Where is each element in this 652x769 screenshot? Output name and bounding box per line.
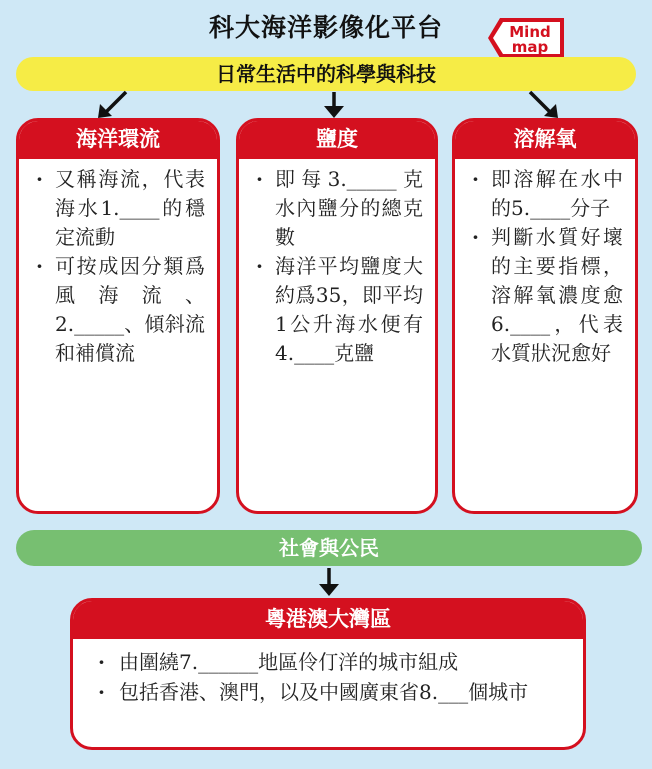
card-title: 鹽度 xyxy=(239,121,435,159)
list-item: · 即每3._____克水內鹽分的總克數 xyxy=(253,165,423,252)
list-item: · 海洋平均鹽度大約爲35，即平均1公升海水便有4.____克鹽 xyxy=(253,252,423,368)
arrow-down-bottom xyxy=(317,566,341,598)
card-title: 海洋環流 xyxy=(19,121,217,159)
page-title: 科大海洋影像化平台 xyxy=(208,13,443,42)
list-item: · 判斷水質好壞的主要指標，溶解氧濃度愈6.____，代表水質狀況愈好 xyxy=(469,223,623,368)
card-title: 溶解氧 xyxy=(455,121,635,159)
list-item: · 由圍繞7.______地區伶仃洋的城市組成 xyxy=(95,647,567,677)
ocean-circulation-card xyxy=(16,118,220,514)
society-citizenship-bar: 社會與公民 xyxy=(16,530,642,566)
arrow-left-down xyxy=(94,90,134,120)
list-item: · 可按成因分類爲風海流、2._____、傾斜流和補償流 xyxy=(33,252,205,368)
arrow-down-center xyxy=(322,90,346,120)
list-item: · 又稱海流，代表海水1.____的穩定流動 xyxy=(33,165,205,252)
salinity-card xyxy=(236,118,438,514)
list-item: · 包括香港、澳門，以及中國廣東省8.___個城市 xyxy=(95,677,567,707)
greater-bay-area-card xyxy=(70,598,586,750)
card-title: 粵港澳大灣區 xyxy=(73,601,583,639)
science-tech-bar: 日常生活中的科學與科技 xyxy=(16,57,636,91)
badge-line2: map xyxy=(511,38,549,56)
arrow-right-down xyxy=(522,90,562,120)
dissolved-oxygen-card xyxy=(452,118,638,514)
badge-line1: Mind xyxy=(509,23,551,41)
list-item: · 即溶解在水中的5.____分子 xyxy=(469,165,623,223)
